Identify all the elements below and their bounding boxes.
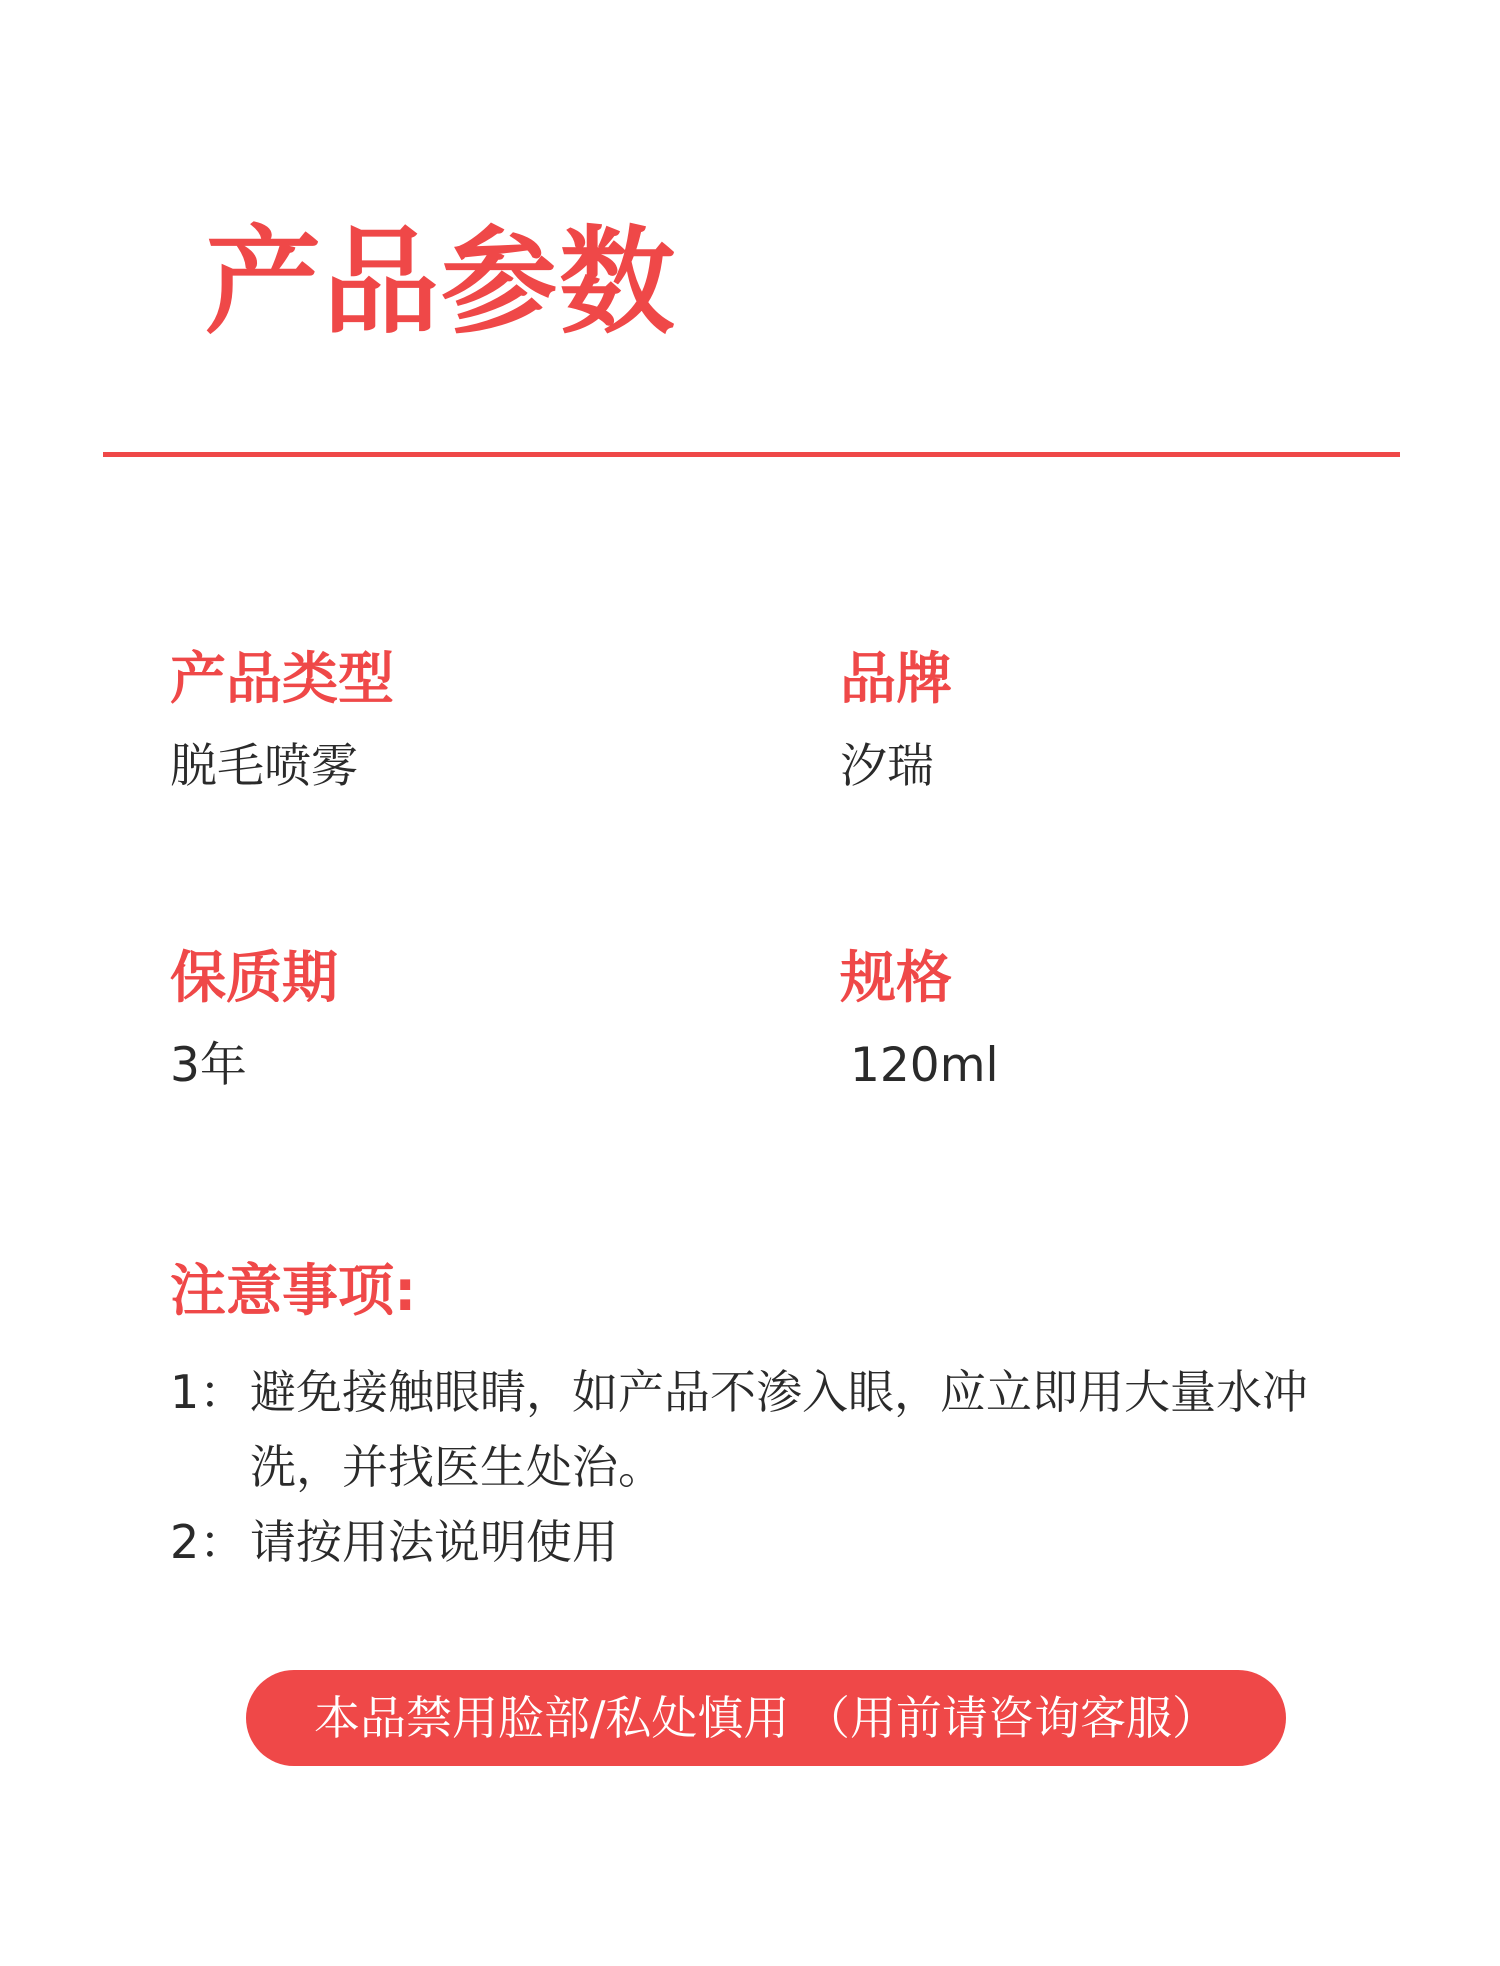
param-label: 品牌 (840, 647, 952, 712)
param-label: 规格 (840, 946, 952, 1011)
note-text: 避免接触眼睛，如产品不渗入眼，应立即用大量水冲洗，并找医生处治。 (250, 1365, 1308, 1494)
param-label: 保质期 (170, 946, 338, 1011)
param-product-type (170, 647, 730, 794)
param-value: 脱毛喷雾 (170, 739, 358, 794)
note-text: 请按用法说明使用 (250, 1515, 618, 1569)
page-title: 产品参数 (205, 215, 677, 350)
notes-title: 注意事项: (170, 1259, 417, 1324)
param-value: 3年 (170, 1038, 247, 1093)
param-label: 产品类型 (170, 647, 394, 712)
param-brand (840, 647, 1400, 794)
title-divider (103, 452, 1400, 457)
param-specification (840, 946, 1400, 1093)
list-item (170, 1505, 1330, 1580)
note-number: 2： (170, 1515, 246, 1569)
note-number: 1： (170, 1365, 246, 1419)
param-shelf-life (170, 946, 730, 1093)
list-item (170, 1355, 1330, 1505)
param-value: 120ml (850, 1038, 999, 1093)
warning-badge: 本品禁用脸部/私处慎用 （用前请咨询客服） (246, 1670, 1286, 1766)
param-value: 汐瑞 (840, 739, 934, 794)
notes-list (170, 1355, 1330, 1580)
